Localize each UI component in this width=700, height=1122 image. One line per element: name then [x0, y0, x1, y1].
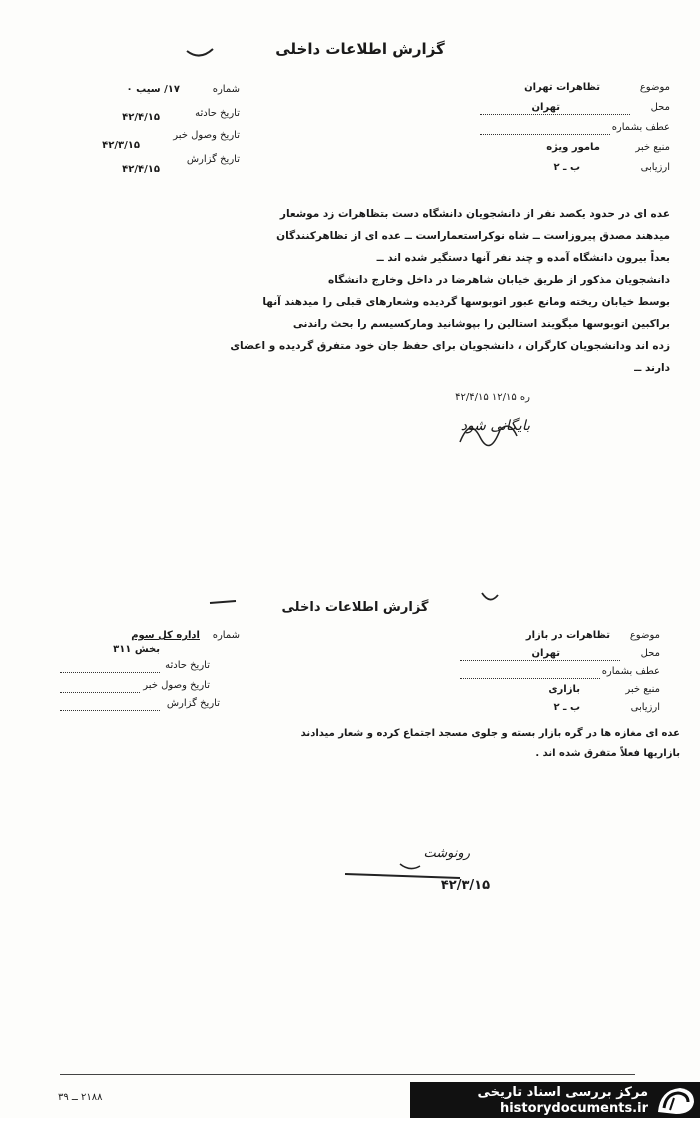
field-label: تاریخ حادثه — [195, 108, 240, 119]
field-value: بازاری — [548, 684, 580, 695]
field-value: تهران — [531, 102, 560, 113]
field-value: ۴۲/۳/۱۵ — [102, 140, 140, 151]
body-line: زده اند ودانشجویان کارگران ، دانشجویان برای حفظ جان خود متفرق گردیده و اعضای — [230, 340, 670, 352]
field-label: موضوع — [639, 82, 670, 93]
field-label: موضوع — [629, 630, 660, 641]
field-underline — [60, 680, 140, 693]
field-label: تاریخ گزارش — [166, 698, 220, 709]
field-label: منبع خبر — [635, 142, 670, 153]
body-line: دانشجویان مذکور از طریق خیابان شاهرضا در داخل وخارج دانشگاه — [328, 274, 670, 286]
body-line: دارند ــ — [634, 362, 670, 374]
field-label: ارزیابی — [640, 162, 670, 173]
report2-signature: رونوشت — [423, 846, 470, 861]
report1-title: گزارش اطلاعات داخلی — [275, 40, 445, 58]
field-value: ب ـ ۲ — [553, 702, 580, 713]
field-label: شماره — [212, 630, 240, 641]
field-label: عطف بشماره — [611, 122, 670, 133]
stamp-code: ۲۱۸۸ ــ ۳۹ — [58, 1092, 103, 1103]
body-line: بازاریها فعلاً متفرق شده اند . — [535, 748, 680, 759]
report2-mark-left — [208, 592, 238, 611]
field-underline — [480, 102, 630, 115]
field-label: تاریخ وصول خبر — [173, 130, 240, 141]
field-value: ۴۲/۴/۱۵ — [122, 112, 160, 123]
field-underline — [60, 660, 160, 673]
report2-signature-note: ۴۲/۳/۱۵ — [440, 878, 490, 893]
report1-title-mark — [185, 44, 215, 63]
body-line: عده ای در حدود یکصد نفر از دانشجویان دانشگاه دست بتظاهرات زد موشعار — [279, 208, 670, 220]
archive-watermark — [410, 1082, 700, 1118]
report1-signature: بایگانی شود — [460, 418, 530, 434]
field-label: محل — [650, 102, 670, 113]
field-value: اداره کل سوم — [131, 630, 200, 641]
field-underline — [460, 648, 620, 661]
field-label: تاریخ وصول خبر — [143, 680, 210, 691]
body-line: میدهند مصدق پیروزاست ــ شاه نوکراستعماراست ــ عده ای از تظاهرکنندگان — [276, 230, 670, 242]
field-underline — [60, 698, 160, 711]
field-value: بخش ۳۱۱ — [113, 644, 160, 655]
archive-website: historydocuments.ir — [499, 1101, 648, 1116]
field-value: ۴۲/۴/۱۵ — [122, 164, 160, 175]
field-value: ب ـ ۲ — [553, 162, 580, 173]
field-label: عطف بشماره — [601, 666, 660, 677]
body-line: براکبین اتوبوسها میگویند استالین را بپوشانید ومارکسیسم را بحث راندنی — [292, 318, 670, 330]
field-underline — [480, 122, 610, 135]
field-label: شماره — [212, 84, 240, 95]
field-label: تاریخ حادثه — [165, 660, 210, 671]
bottom-divider — [60, 1074, 635, 1075]
field-value: تهران — [531, 648, 560, 659]
report2-mark-right — [480, 590, 500, 609]
body-line: عده ای مغازه ها در گره بازار بسته و جلوی مسجد اجتماع کرده و شعار میدادند — [300, 728, 680, 739]
archive-logo-icon — [654, 1084, 698, 1122]
body-line: بعداً بیرون دانشگاه آمده و چند نفر آنها دستگیر شده اند ــ — [376, 252, 670, 264]
signature-scribble-icon — [455, 412, 525, 452]
field-label: محل — [640, 648, 660, 659]
body-line: بوسط خیابان ریخته ومانع عبور اتوبوسها گردیده وشعارهای قبلی را میدهند آنها — [262, 296, 670, 308]
field-value: ۱۷/ سیب ۰ — [126, 84, 180, 95]
field-label: ارزیابی — [630, 702, 660, 713]
field-label: منبع خبر — [625, 684, 660, 695]
report2-title: گزارش اطلاعات داخلی — [281, 600, 429, 615]
field-value: مامور ویژه — [546, 142, 600, 153]
field-value: تظاهرات در بازار — [525, 630, 610, 641]
field-underline — [460, 666, 600, 679]
field-label: تاریخ گزارش — [186, 154, 240, 165]
field-value: تظاهرات تهران — [524, 82, 600, 93]
archive-org-name: مرکز بررسی اسناد تاریخی — [477, 1085, 648, 1100]
report1-signature-note: ره ۱۲/۱۵ ۴۲/۴/۱۵ — [455, 392, 530, 403]
